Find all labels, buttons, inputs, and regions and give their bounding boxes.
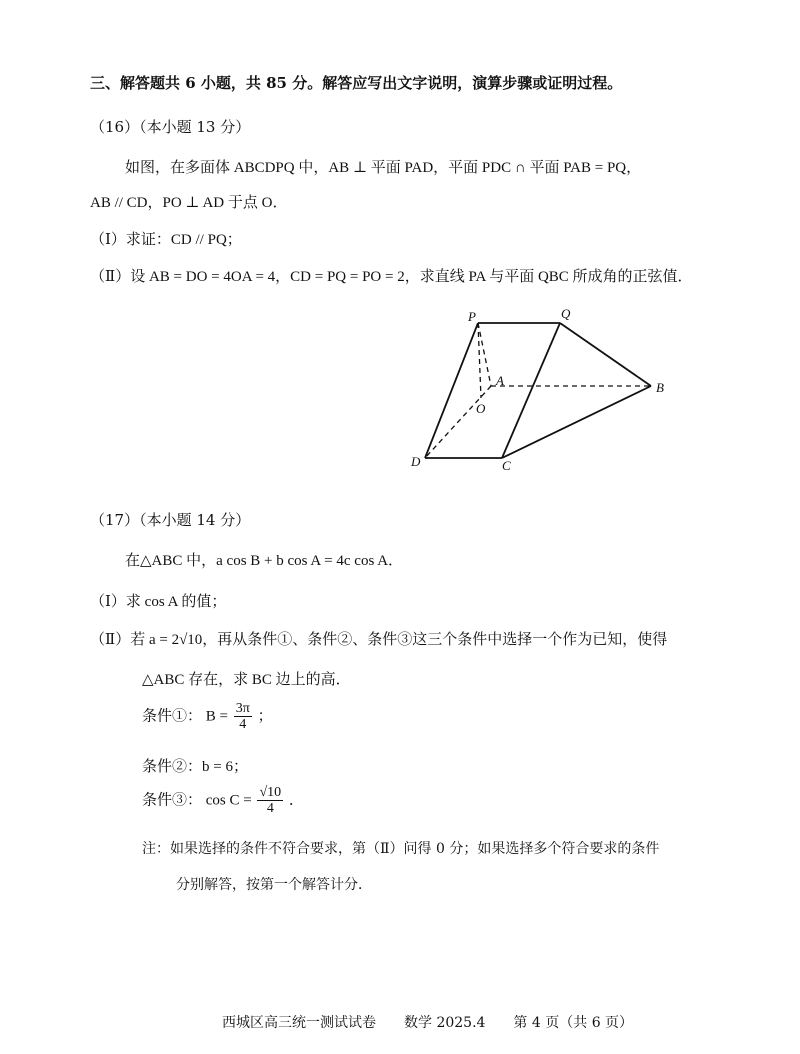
page-footer: 西城区高三统一测试试卷 数学 2025.4 第 4 页（共 6 页）: [222, 1015, 634, 1031]
q17-note-line2: 分别解答，按第一个解答计分．: [176, 877, 372, 893]
q17-title: （17）（本小题 14 分）: [90, 511, 251, 529]
cond1-lhs: B =: [205, 708, 228, 725]
cond3-numerator: √10: [259, 785, 282, 800]
cond1-numerator: 3π: [235, 701, 250, 716]
q17-part1: （Ⅰ）求 cos A 的值；: [90, 594, 227, 610]
edge-PA: [478, 323, 491, 386]
q17-condition-2: 条件②：b = 6；: [142, 759, 248, 775]
q17-condition-3: [142, 785, 304, 817]
cond1-denominator: 4: [239, 717, 247, 733]
q17-part2-line2: △ABC 存在，求 BC 边上的高．: [142, 672, 351, 688]
q16-part1: （Ⅰ）求证：CD // PQ；: [90, 232, 242, 248]
polyhedron-figure: [405, 308, 675, 478]
edge-QB: [560, 323, 651, 386]
cond3-lhs: cos C =: [205, 792, 252, 809]
q17-part2-line1: （Ⅱ）若 a = 2√10，再从条件①、条件②、条件③这三个条件中选择一个作为已知，使得: [90, 632, 668, 648]
q16-stem-line1: 如图，在多面体 ABCDPQ 中，AB ⊥ 平面 PAD，平面 PDC ∩ 平面 PAB = PQ，: [125, 160, 642, 176]
q17-stem: 在△ABC 中，a cos B + b cos A = 4c cos A．: [125, 553, 404, 569]
label-Q: Q: [561, 308, 571, 321]
edge-CB: [502, 386, 651, 458]
section-heading: 三、解答题共 6 小题，共 85 分。解答应写出文字说明，演算步骤或证明过程。: [90, 74, 623, 92]
cond3-denominator: 4: [266, 801, 274, 817]
label-C: C: [502, 458, 511, 473]
label-O: O: [476, 401, 486, 416]
label-D: D: [411, 454, 421, 469]
cond1-fraction: [234, 701, 252, 733]
q16-stem-line2: AB // CD，PO ⊥ AD 于点 O．: [90, 195, 288, 211]
cond1-tail: ；: [257, 708, 273, 725]
q16-title: （16）（本小题 13 分）: [90, 118, 251, 136]
cond1-label: 条件①：: [142, 708, 203, 725]
cond3-tail: ．: [288, 792, 304, 809]
cond3-label: 条件③：: [142, 792, 203, 809]
label-A: A: [496, 373, 504, 388]
label-B: B: [656, 380, 664, 395]
q17-note-line1: 注：如果选择的条件不符合要求，第（Ⅱ）问得 0 分；如果选择多个符合要求的条件: [142, 841, 660, 857]
edge-PD: [425, 323, 478, 458]
cond3-fraction: [257, 785, 283, 817]
q17-condition-1: [142, 701, 273, 733]
label-P: P: [468, 309, 476, 324]
edge-QC: [502, 323, 560, 458]
q16-part2: （Ⅱ）设 AB = DO = 4OA = 4，CD = PQ = PO = 2，求直线 PA 与平面 QBC 所成角的正弦值．: [90, 269, 693, 285]
